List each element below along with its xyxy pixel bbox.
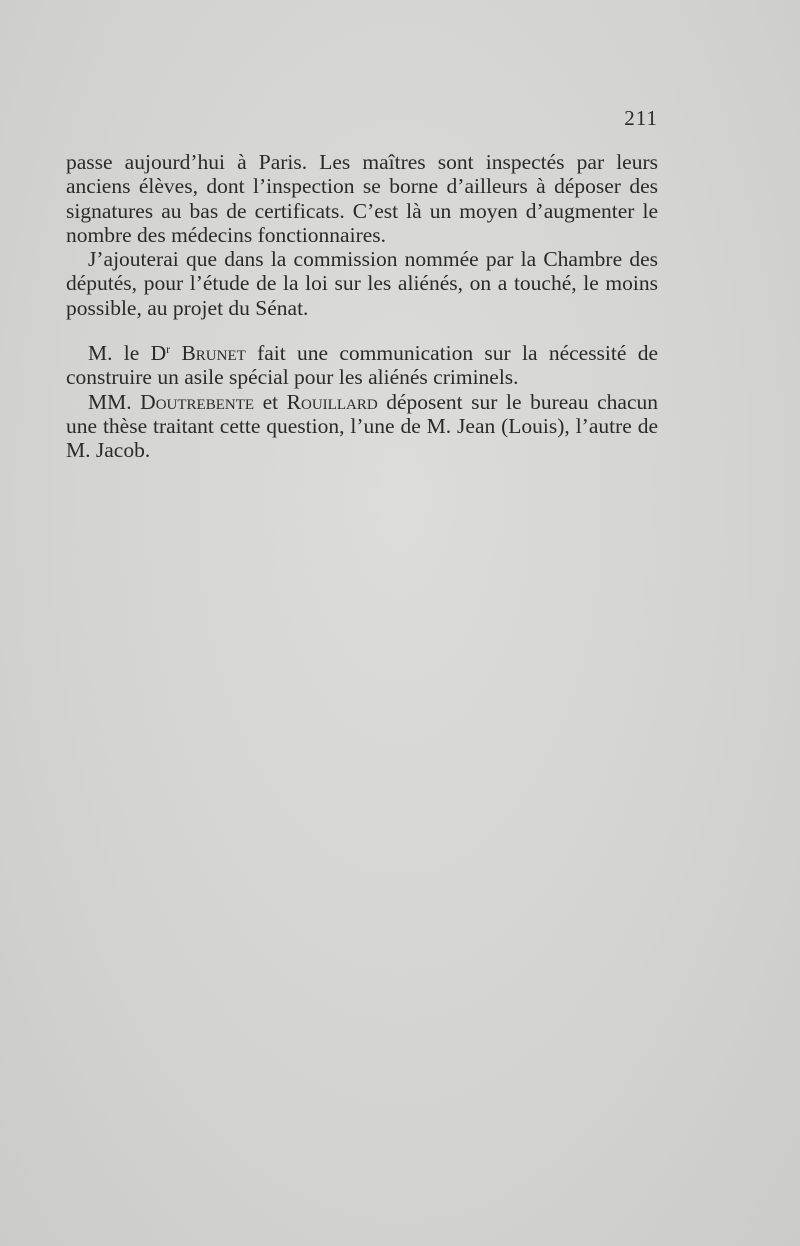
paragraph-4-lead: MM. — [88, 389, 141, 414]
paragraph-3 — [66, 341, 658, 390]
paragraph-3-text: fait une communication sur la nécessité de construire un asile spécial pour les aliénés criminels. — [66, 341, 659, 390]
paragraph-2: J’ajouterai que dans la commission nommée par la Chambre des députés, pour l’étude de la loi sur les aliénés, on a touché, le moins possible, au projet du Sénat. — [66, 247, 658, 320]
paragraph-3-lead: M. le D — [88, 341, 167, 366]
paragraph-4 — [66, 390, 658, 463]
person-name-brunet: Brunet — [181, 341, 246, 366]
paragraph-4-text: déposent sur le bureau chacun une thèse traitant cette question, l’une de M. Jean (Louis), l’autre de M. Jacob. — [66, 389, 659, 463]
person-name-doutrebente: Doutrebente — [140, 389, 255, 414]
paragraph-1: passe aujourd’hui à Paris. Les maîtres sont inspectés par leurs anciens élèves, dont l’inspection se borne d’ailleurs à déposer des signatures au bas de certificats. C’est là un moyen d’augmenter le nombre des médecins fonctionnaires. — [66, 150, 658, 247]
paragraph-4-mid: et — [254, 389, 287, 414]
body-text — [66, 150, 658, 463]
person-name-rouillard: Rouillard — [286, 389, 378, 414]
paragraph-3-title-sup: r — [166, 342, 171, 357]
page-number: 211 — [624, 106, 658, 130]
